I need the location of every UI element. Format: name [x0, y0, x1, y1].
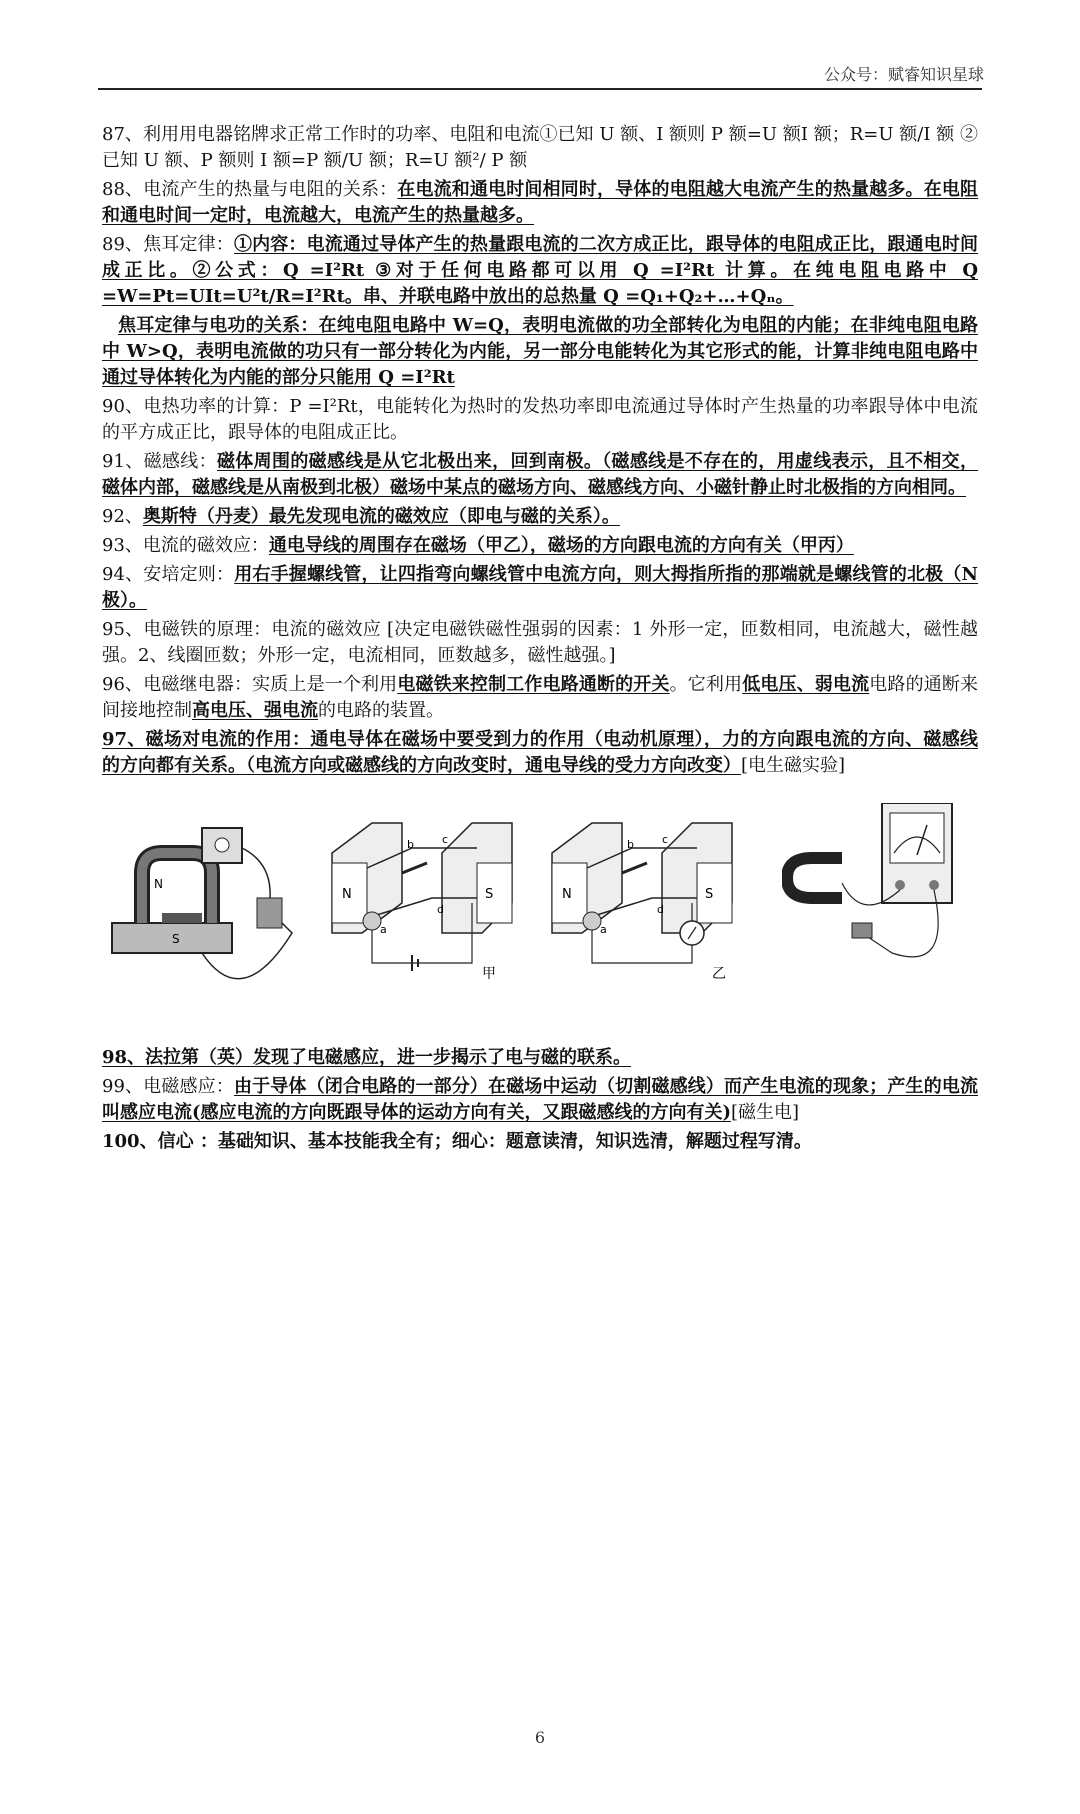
fig2-caption: 甲: [482, 966, 496, 982]
item-100: 100、信心 ：基础知识、基本技能我全有；细心：题意读清，知识选清，解题过程写清。: [102, 1131, 812, 1152]
item-96-emph-1: 电磁铁来控制工作电路通断的开关: [397, 674, 670, 695]
induction-figure: [782, 803, 972, 1023]
header-divider: [98, 88, 982, 90]
item-87: 87、利用用电器铭牌求正常工作时的功率、电阻和电流①已知 U 额、I 额则 P 额=U 额I 额；R=U 额/I 额 ②已知 U 额、P 额则 I 额=P 额/U 额；R=U 额²/ P 额: [102, 124, 978, 171]
fig2-a-label: a: [380, 923, 387, 936]
item-91-label: 91、磁感线：: [102, 451, 217, 472]
fig2-d-label: d: [437, 903, 444, 916]
item-94: [102, 562, 978, 614]
item-96-emph-2: 低电压、弱电流: [742, 674, 870, 695]
fig3-s-label: S: [705, 887, 714, 902]
fig2-c-label: c: [442, 833, 449, 846]
fig3-a-label: a: [600, 923, 607, 936]
item-96-text-b: 。它利用: [669, 674, 743, 695]
fig2-n-label: N: [342, 887, 352, 902]
fig2-s-label: S: [485, 887, 494, 902]
figure-row: [102, 803, 978, 1033]
item-93-label: 93、电流的磁效应：: [102, 535, 269, 556]
item-89: [102, 232, 978, 310]
item-88-label: 88、电流产生的热量与电阻的关系：: [102, 179, 398, 200]
item-96-emph-3: 高电压、强电流: [192, 700, 318, 721]
item-93-body: 通电导线的周围存在磁场（甲乙），磁场的方向跟电流的方向有关（甲丙）: [268, 535, 854, 556]
motor-principle-figure-b: [542, 803, 742, 1023]
item-97: [102, 727, 978, 779]
item-95: 95、电磁铁的原理：电流的磁效应 [决定电磁铁磁性强弱的因素：1 外形一定，匝数相同，电流越大，磁性越强。2、线圈匝数；外形一定，电流相同，匝数越多，磁性越强。]: [102, 619, 978, 666]
fig1-n-label: N: [154, 877, 163, 891]
item-92-label: 92、: [102, 506, 143, 527]
document-body: [102, 122, 978, 1158]
item-92: [102, 504, 978, 530]
item-92-body: 奥斯特（丹麦）最先发现电流的磁效应（即电与磁的关系）。: [142, 506, 620, 527]
item-99: [102, 1074, 978, 1126]
item-89-body: ①内容：电流通过导体产生的热量跟电流的二次方成正比，跟导体的电阻成正比，跟通电时间成正比。②公式：Q =I²Rt ③对于任何电路都可以用 Q =I²Rt 计算。在纯电阻电路中 Q =W=Pt=UIt=U²t/R=I²Rt。串、并联电路中放出的总热量 Q =Q₁+Q₂+…+Qₙ。: [102, 234, 979, 307]
oersted-apparatus-figure: [102, 803, 302, 1023]
item-94-label: 94、安培定则：: [102, 564, 235, 585]
item-94-body: 用右手握螺线管，让四指弯向螺线管中电流方向，则大拇指所指的那端就是螺线管的北极（N极）。: [102, 564, 979, 611]
item-99-label: 99、电磁感应：: [102, 1076, 234, 1097]
fig3-n-label: N: [562, 887, 572, 902]
item-97-tail: [电生磁实验]: [741, 755, 846, 776]
item-97-body: 97、磁场对电流的作用：通电导体在磁场中要受到力的作用（电动机原理），力的方向跟电流的方向、磁感线的方向都有关系。（电流方向或磁感线的方向改变时，通电导线的受力方向改变）: [102, 729, 978, 776]
fig3-c-label: c: [662, 833, 669, 846]
fig1-s-label: S: [172, 932, 180, 946]
item-89-label: 89、焦耳定律：: [102, 234, 234, 255]
item-88-body: 在电流和通电时间相同时，导体的电阻越大电流产生的热量越多。在电阻和通电时间一定时，电流越大，电流产生的热量越多。: [102, 179, 979, 226]
item-88: [102, 177, 978, 229]
motor-principle-figure-a: [322, 803, 522, 1023]
item-91-body: 磁体周围的磁感线是从它北极出来，回到南极。（磁感线是不存在的，用虚线表示，且不相交，磁体内部，磁感线是从南极到北极）磁场中某点的磁场方向、磁感线方向、小磁针静止时北极指的方向相同。: [102, 451, 979, 498]
fig3-d-label: d: [657, 903, 664, 916]
header-account: 公众号：赋睿知识星球: [823, 65, 984, 84]
item-98: 98、法拉第（英）发现了电磁感应，进一步揭示了电与磁的联系。: [102, 1047, 632, 1068]
item-96-text-a: 96、电磁继电器：实质上是一个利用: [102, 674, 398, 695]
item-96-text-d: 的电路的装置。: [318, 700, 444, 721]
fig3-b-label: b: [627, 838, 634, 851]
item-99-body: 由于导体（闭合电路的一部分）在磁场中运动（切割磁感线）而产生电流的现象；产生的电流叫感应电流(感应电流的方向既跟导体的运动方向有关，又跟磁感线的方向有关): [102, 1076, 979, 1123]
page-number: 6: [534, 1728, 546, 1747]
item-93: [102, 533, 978, 559]
item-90: 90、电热功率的计算：P =I²Rt，电能转化为热时的发热功率即电流通过导体时产生热量的功率跟导体中电流的平方成正比，跟导体的电阻成正比。: [102, 396, 978, 443]
fig2-b-label: b: [407, 838, 414, 851]
item-96-text-c: 电路的通断来间接地控制: [102, 674, 979, 721]
item-99-tail: [磁生电]: [731, 1102, 800, 1123]
fig3-caption: 乙: [712, 966, 726, 982]
item-91: [102, 449, 978, 501]
item-96: [102, 672, 978, 724]
item-89-relation: 焦耳定律与电功的关系：在纯电阻电路中 W=Q，表明电流做的功全部转化为电阻的内能；在非纯电阻电路中 W>Q，表明电流做的功只有一部分转化为内能，另一部分电能转化为其它形式的能，计算非纯电阻电路中通过导体转化为内能的部分只能用 Q =I²Rt: [102, 315, 978, 388]
